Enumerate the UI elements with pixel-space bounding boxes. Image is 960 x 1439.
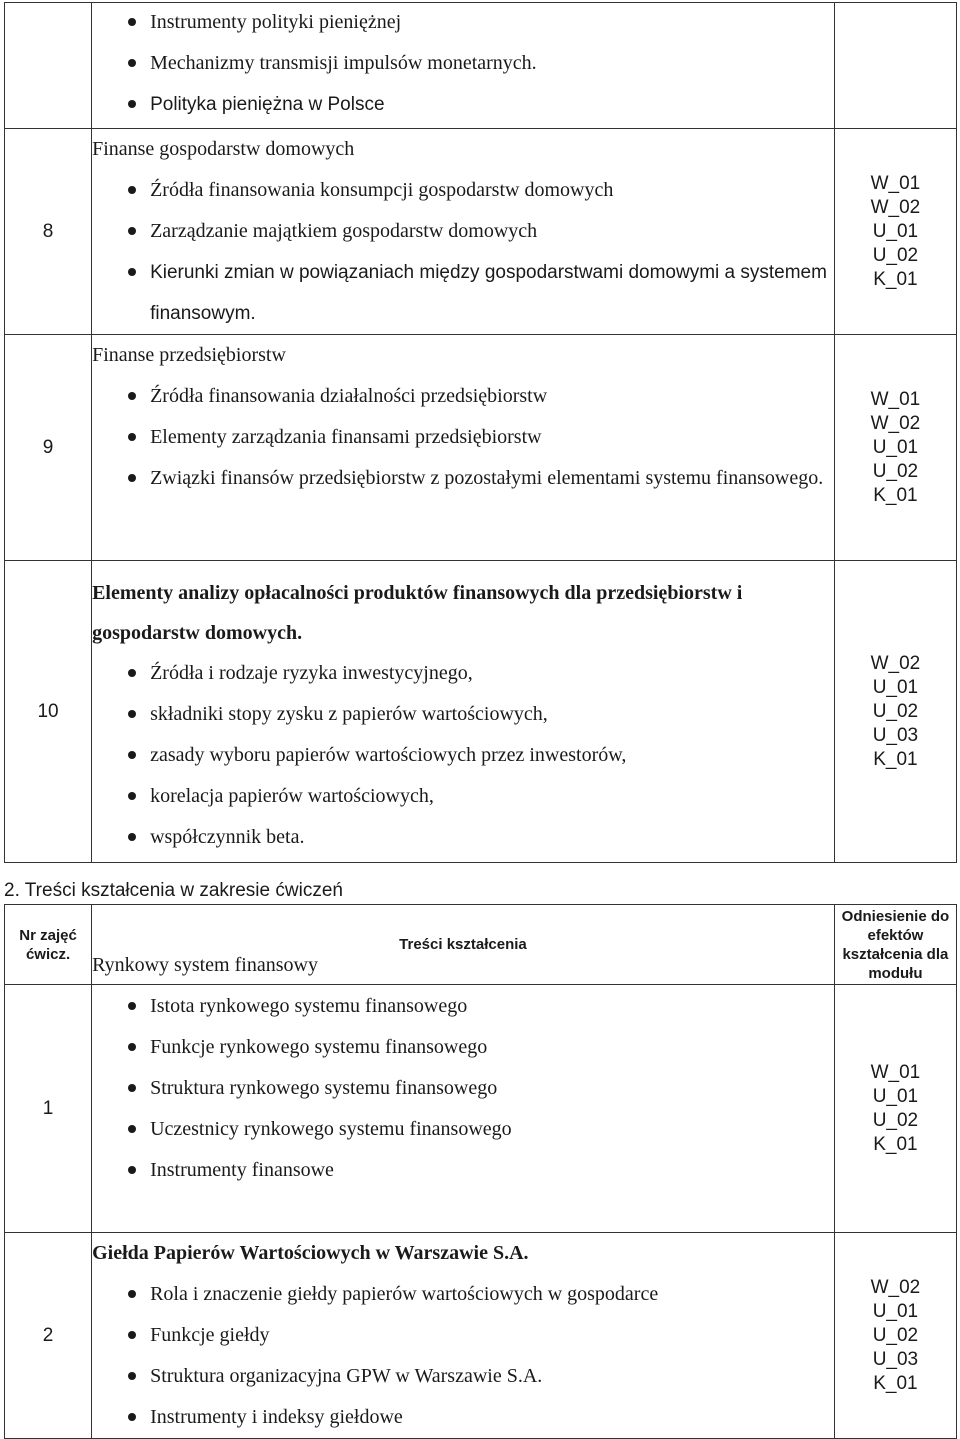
- list-item: Zarządzanie majątkiem gospodarstw domowych: [92, 211, 834, 252]
- list-item: Rola i znaczenie giełdy papierów wartościowych w gospodarce: [92, 1274, 834, 1315]
- ref-code: W_02: [870, 196, 921, 218]
- list-item: Funkcje rynkowego systemu finansowego: [92, 1027, 834, 1068]
- row-number: 9: [5, 335, 92, 561]
- exercise-content-table: [4, 904, 957, 1439]
- ref-code: U_01: [872, 1085, 919, 1107]
- section-title: 2. Treści kształcenia w zakresie ćwiczeń: [4, 880, 343, 901]
- row-number: 8: [5, 129, 92, 335]
- row-number: 10: [5, 561, 92, 863]
- header-refs: Odniesienie do efektów kształcenia dla modułu: [834, 905, 956, 985]
- list-item: Instrumenty finansowe: [92, 1150, 834, 1191]
- row-content: [92, 3, 835, 129]
- list-item: Mechanizmy transmisji impulsów monetarnych.: [92, 43, 834, 84]
- lecture-content-table: [4, 2, 957, 863]
- header-nr: Nr zajęć ćwicz.: [5, 905, 92, 985]
- ref-code: W_01: [870, 388, 921, 410]
- list-item: korelacja papierów wartościowych,: [92, 776, 834, 817]
- list-item: Uczestnicy rynkowego systemu finansowego: [92, 1109, 834, 1150]
- list-item: Instrumenty polityki pieniężnej: [92, 2, 834, 43]
- row-content: [92, 129, 835, 335]
- list-item: zasady wyboru papierów wartościowych przez inwestorów,: [92, 735, 834, 776]
- ref-code: K_01: [873, 1133, 918, 1155]
- ref-code: K_01: [873, 484, 918, 506]
- list-item: Struktura rynkowego systemu finansowego: [92, 1068, 834, 1109]
- row-refs: [834, 985, 956, 1233]
- ref-code: U_02: [872, 1324, 919, 1346]
- list-item: Funkcje giełdy: [92, 1315, 834, 1356]
- ref-code: U_02: [872, 460, 919, 482]
- table-row: [5, 335, 957, 561]
- ref-code: U_03: [872, 724, 919, 746]
- table-row: [5, 129, 957, 335]
- row-refs: [834, 1233, 956, 1439]
- ref-code: K_01: [873, 1372, 918, 1394]
- ref-code: W_02: [870, 412, 921, 434]
- table-row: [5, 3, 957, 129]
- ref-code: K_01: [873, 268, 918, 290]
- row-number: 2: [5, 1233, 92, 1439]
- ref-code: U_01: [872, 220, 919, 242]
- header-content: Treści kształcenia: [92, 905, 835, 985]
- ref-code: U_02: [872, 700, 919, 722]
- list-item: Polityka pieniężna w Polsce: [92, 84, 834, 125]
- list-item: Kierunki zmian w powiązaniach między gospodarstwami domowymi a systemem finansowym.: [92, 252, 834, 334]
- table-row: [5, 1233, 957, 1439]
- ref-code: U_02: [872, 244, 919, 266]
- list-item: składniki stopy zysku z papierów wartościowych,: [92, 694, 834, 735]
- row-refs: [834, 561, 956, 863]
- row-refs: [834, 335, 956, 561]
- topic-heading: Rynkowy system finansowy: [92, 954, 318, 976]
- topic-heading: Giełda Papierów Wartościowych w Warszawie S.A.: [92, 1242, 529, 1264]
- ref-code: W_01: [870, 172, 921, 194]
- row-refs: [834, 129, 956, 335]
- list-item: współczynnik beta.: [92, 817, 834, 858]
- topic-heading: Elementy analizy opłacalności produktów finansowych dla przedsiębiorstw i gospodarstw domowych.: [92, 582, 743, 644]
- ref-code: U_01: [872, 436, 919, 458]
- list-item: Elementy zarządzania finansami przedsiębiorstw: [92, 417, 834, 458]
- list-item: Związki finansów przedsiębiorstw z pozostałymi elementami systemu finansowego.: [92, 458, 834, 499]
- topic-heading: Finanse przedsiębiorstw: [92, 344, 286, 366]
- topic-heading: Finanse gospodarstw domowych: [92, 138, 355, 160]
- list-item: Istota rynkowego systemu finansowego: [92, 986, 834, 1027]
- ref-code: U_03: [872, 1348, 919, 1370]
- list-item: Źródła finansowania konsumpcji gospodarstw domowych: [92, 170, 834, 211]
- row-content: [92, 335, 835, 561]
- row-content: [92, 561, 835, 863]
- row-content: [92, 1233, 835, 1439]
- table-row: [5, 985, 957, 1233]
- ref-code: U_02: [872, 1109, 919, 1131]
- ref-code: W_02: [870, 652, 921, 674]
- ref-code: W_02: [870, 1276, 921, 1298]
- row-number: 1: [5, 985, 92, 1233]
- ref-code: W_01: [870, 1061, 921, 1083]
- table-row: [5, 561, 957, 863]
- row-number: [5, 3, 92, 129]
- list-item: Struktura organizacyjna GPW w Warszawie S.A.: [92, 1356, 834, 1397]
- row-content: [92, 954, 835, 1233]
- list-item: Źródła finansowania działalności przedsiębiorstw: [92, 376, 834, 417]
- ref-code: K_01: [873, 748, 918, 770]
- list-item: Instrumenty i indeksy giełdowe: [92, 1397, 834, 1438]
- ref-code: U_01: [872, 676, 919, 698]
- list-item: Źródła i rodzaje ryzyka inwestycyjnego,: [92, 653, 834, 694]
- ref-code: U_01: [872, 1300, 919, 1322]
- row-refs: [834, 3, 956, 129]
